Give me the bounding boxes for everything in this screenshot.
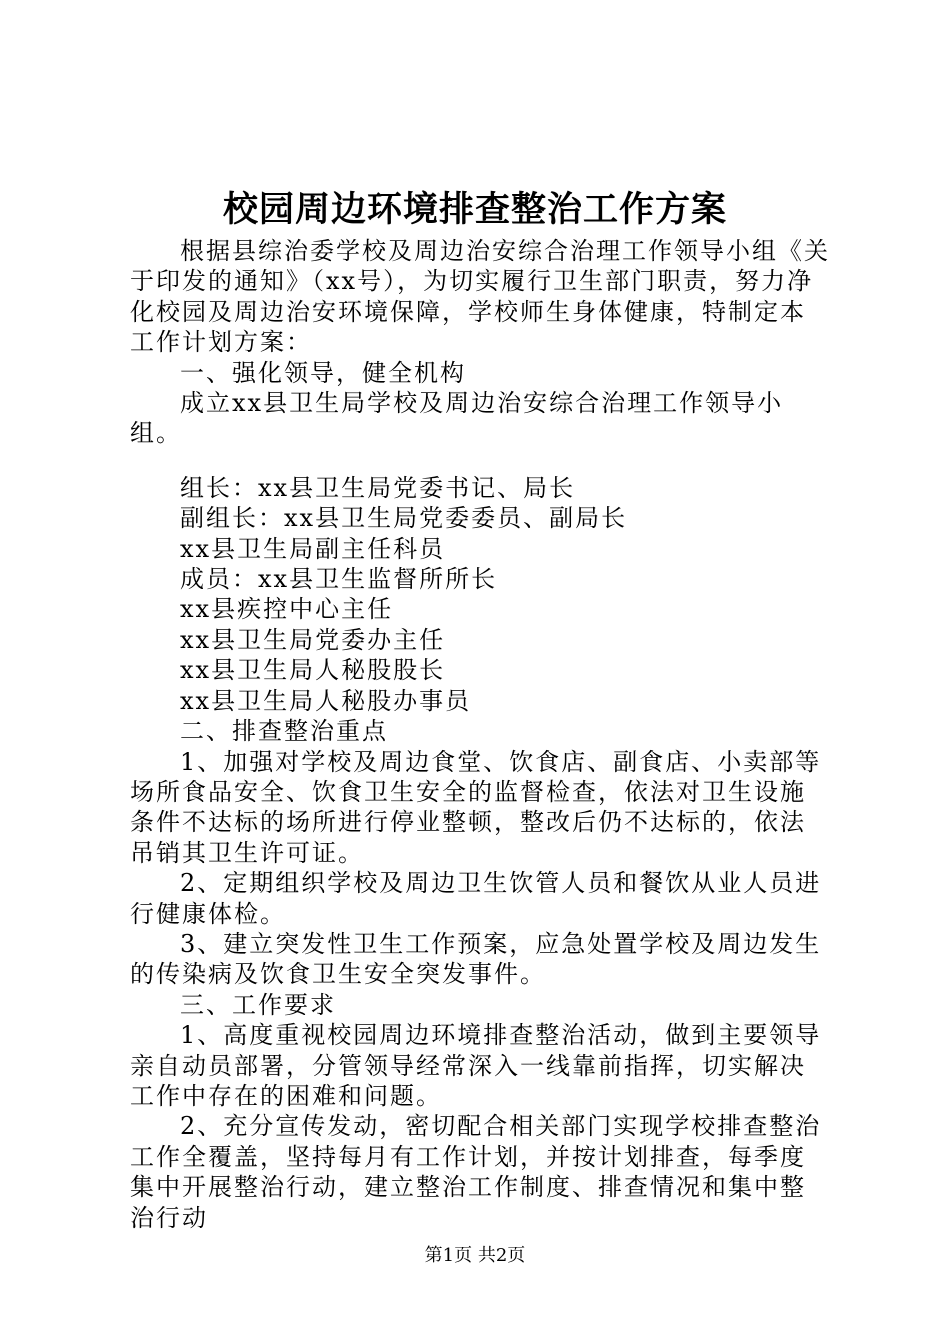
paragraph-establish-group: 成立xx县卫生局学校及周边治安综合治理工作领导小组。: [130, 389, 784, 448]
member-members: 成员：xx县卫生监督所所长: [180, 565, 498, 594]
page-number-footer: 第1页 共2页: [424, 1245, 526, 1266]
document-body: [130, 236, 830, 1233]
section-heading-2: 二、排查整治重点: [180, 717, 388, 746]
paragraph-intro: 根据县综治委学校及周边治安综合治理工作领导小组《关于印发的通知》（xx号），为切实履行卫生部门职责，努力净化校园及周边治安环境保障，学校师生身体健康，特制定本工作计划方案：: [130, 237, 830, 357]
requirement-item-2: 2、充分宣传发动，密切配合相关部门实现学校排查整治工作全覆盖，坚持每月有工作计划，并按计划排查，每季度集中开展整治行动，建立整治工作制度、排查情况和集中整治行动: [130, 1112, 822, 1232]
document-title: 校园周边环境排查整治工作方案: [222, 189, 727, 230]
section-heading-3: 三、工作要求: [180, 990, 336, 1019]
focus-item-2: 2、定期组织学校及周边卫生饮管人员和餐饮从业人员进行健康体检。: [130, 869, 822, 928]
member-party-office: xx县卫生局党委办主任: [180, 625, 446, 654]
section-heading-1: 一、强化领导，健全机构: [180, 358, 466, 387]
member-personnel-head: xx县卫生局人秘股股长: [180, 656, 446, 685]
blank-line: [130, 449, 830, 473]
member-deputy-leader: 副组长：xx县卫生局党委委员、副局长: [180, 504, 628, 533]
requirement-item-1: 1、高度重视校园周边环境排查整治活动，做到主要领导亲自动员部署，分管领导经常深入一线靠前指挥，切实解决工作中存在的困难和问题。: [130, 1021, 822, 1110]
member-personnel-clerk: xx县卫生局人秘股办事员: [180, 686, 472, 715]
member-deputy-leader-2: xx县卫生局副主任科员: [180, 534, 446, 563]
member-leader: 组长：xx县卫生局党委书记、局长: [180, 473, 576, 502]
member-cdc-director: xx县疾控中心主任: [180, 595, 394, 624]
focus-item-1: 1、加强对学校及周边食堂、饮食店、副食店、小卖部等场所食品安全、饮食卫生安全的监督检查，依法对卫生设施条件不达标的场所进行停业整顿，整改后仍不达标的，依法吊销其卫生许可证。: [130, 747, 822, 867]
focus-item-3: 3、建立突发性卫生工作预案，应急处置学校及周边发生的传染病及饮食卫生安全突发事件。: [130, 929, 822, 989]
